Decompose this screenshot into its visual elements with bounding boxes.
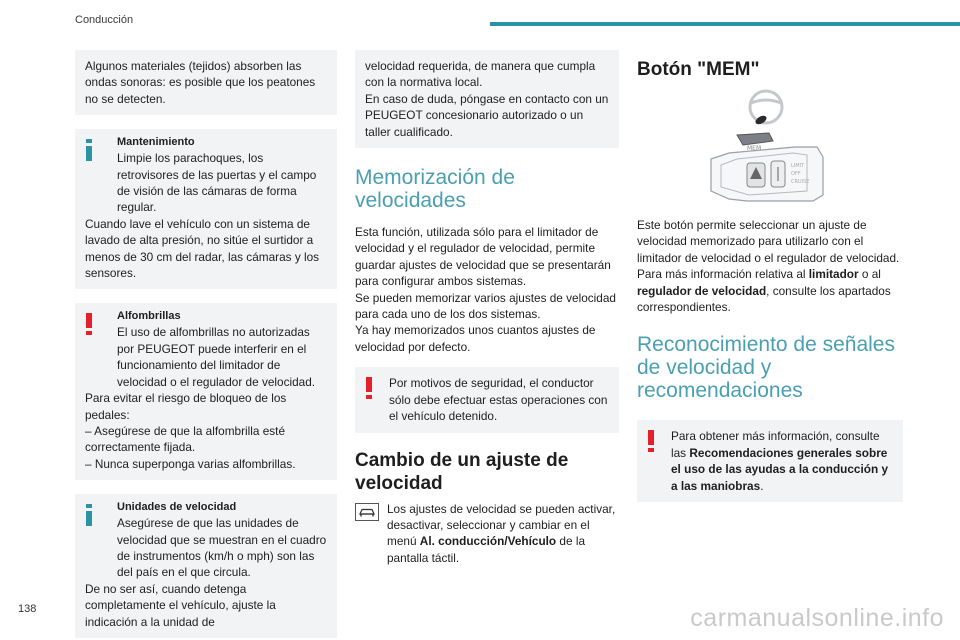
note-mats-line: – Asegúrese de que la alfombrilla esté correctamente fijada. <box>85 423 286 455</box>
header-accent-bar <box>490 22 960 26</box>
page-number: 138 <box>18 603 37 615</box>
note-floor-mats <box>75 303 337 480</box>
page-header-title: Conducción <box>75 14 134 26</box>
column-middle <box>355 50 619 566</box>
car-icon <box>355 503 379 521</box>
note-maintenance-line: Limpie los parachoques, los retrovisores de las puertas y el campo de visión de las cámaras de forma regular. <box>117 151 317 215</box>
note-mats-line: Para evitar el riesgo de bloqueo de los pedales: <box>85 391 287 422</box>
warning-icon <box>366 377 372 399</box>
note-maintenance-line: Cuando lave el vehículo con un sistema de lavado de alta presión, no sitúe el surtidor a menos de 30 cm del radar, las cámaras y los sensores. <box>85 216 320 281</box>
note-recommendations <box>637 420 903 502</box>
mem-text-2c: , consulte los apartados correspondientes. <box>637 283 891 315</box>
menu-path: Al. conducción/Vehículo <box>419 534 557 549</box>
rec-text-2: . <box>760 478 764 493</box>
mem-button-illustration <box>637 87 903 203</box>
note-mats-line: El uso de alfombrillas no autorizadas por PEUGEOT puede interferir en el funcionamiento del limitador de velocidad o el regulador de velocidad. <box>117 325 316 389</box>
note-mats-title: Alfombrillas <box>117 310 181 323</box>
cruise-label: CRUISE <box>791 179 810 185</box>
note-maintenance <box>75 129 337 289</box>
mem-text-2 <box>637 266 903 315</box>
mem-text-2b: o al <box>858 267 881 282</box>
limiter-term: limitador <box>808 267 859 282</box>
column-left <box>75 50 337 638</box>
heading-mem-button: Botón "MEM" <box>637 59 760 80</box>
off-label: OFF <box>791 171 801 177</box>
heading-speed-memorization: Memorización de velocidades <box>355 166 515 213</box>
change-text-2: de la pantalla táctil. <box>387 534 585 565</box>
rec-text-1: Para obtener más información, consulte las <box>671 429 880 460</box>
change-setting-text <box>387 501 619 567</box>
note-mats-line: – Nunca superponga varias alfombrillas. <box>85 456 296 471</box>
note-cont-line: En caso de duda, póngase en contacto con un PEUGEOT concesionario autorizado o un taller cualificado. <box>365 91 609 139</box>
mem-key-label: MEM <box>747 145 762 152</box>
note-sound-text: Algunos materiales (tejidos) absorben las ondas sonoras: es posible que los peatones no se detecten. <box>85 59 316 106</box>
steering-control-figure <box>637 87 903 203</box>
limit-label: LIMIT <box>791 163 805 169</box>
note-units-title: Unidades de velocidad <box>117 501 237 514</box>
note-safety-text: Por motivos de seguridad, el conductor sólo debe efectuar estas operaciones con el vehículo detenido. <box>389 376 608 424</box>
memo-line: Se pueden memorizar varios ajustes de velocidad para cada uno de los dos sistemas. <box>355 290 616 322</box>
warning-icon <box>86 313 92 335</box>
note-cont-line: velocidad requerida, de manera que cumpla con la normativa local. <box>365 59 596 90</box>
memo-line: Ya hay memorizados unos cuantos ajustes de velocidad por defecto. <box>355 323 596 354</box>
info-icon <box>86 504 92 526</box>
column-right <box>637 50 903 516</box>
note-maintenance-title: Mantenimiento <box>117 136 195 149</box>
steering-wheel-icon <box>750 91 782 126</box>
note-sound-absorption <box>75 50 337 115</box>
change-text-1: Los ajustes de velocidad se pueden activar, desactivar, seleccionar y cambiar en el menú <box>387 501 616 549</box>
change-setting-block <box>355 501 619 567</box>
watermark: carmanualsonline.info <box>690 604 944 632</box>
info-icon <box>86 139 92 161</box>
mem-button-paragraph <box>637 217 903 315</box>
heading-sign-recognition: Reconocimiento de señales de velocidad y recomendaciones <box>637 333 895 403</box>
cruise-term: regulador de velocidad <box>637 283 767 298</box>
rec-bold: Recomendaciones generales sobre el uso de las ayudas a la conducción y a las maniobras <box>671 445 889 493</box>
note-units-line: Asegúrese de que las unidades de velocidad que se muestran en el cuadro de instrumentos (km/h o mph) son las del país en el que circula. <box>117 516 327 580</box>
warning-icon <box>648 430 654 452</box>
memorization-paragraph <box>355 224 619 355</box>
note-speed-units <box>75 494 337 638</box>
mem-text-2a: Para más información relativa al <box>637 267 809 282</box>
note-units-continued <box>355 50 619 148</box>
heading-change-speed-setting: Cambio de un ajuste de velocidad <box>355 449 569 494</box>
mem-text-1: Este botón permite seleccionar un ajuste de velocidad memorizado para utilizarlo con el limitador de velocidad o el regulador de velocidad. <box>637 218 900 265</box>
note-units-line: De no ser así, cuando detenga completamente el vehículo, ajuste la indicación a la unidad de <box>85 581 276 629</box>
note-safety <box>355 367 619 432</box>
memo-line: Esta función, utilizada sólo para el limitador de velocidad y el regulador de velocidad, permite guardar ajustes de velocidad que se presentarán para configurar ambos sistemas. <box>355 225 611 289</box>
note-rec-text <box>647 428 893 494</box>
